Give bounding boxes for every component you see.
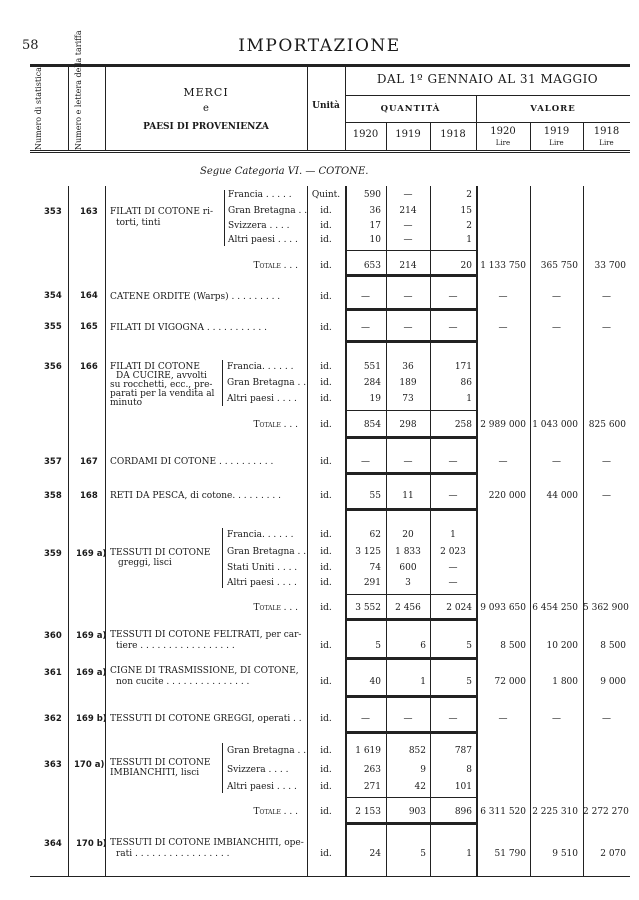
country: Gran Bretagna . .: [227, 547, 307, 557]
total-q: 2 024: [446, 603, 472, 613]
tariff-168: 168: [80, 491, 98, 501]
q-cell: 19: [369, 394, 381, 404]
q-cell: 3 125: [355, 547, 381, 557]
unit: id.: [320, 849, 332, 859]
unit: id.: [320, 420, 332, 430]
table-top-rule: [30, 64, 630, 67]
unit: id.: [320, 563, 332, 573]
tariff-164: 164: [80, 291, 98, 301]
tariff-169a-2: 169 a): [76, 631, 107, 641]
header-stat-number: Numero di statistica: [34, 67, 43, 150]
unit: id.: [320, 603, 332, 613]
header-lire-3: Lire: [599, 139, 614, 147]
section-rule: [345, 822, 476, 825]
unit: id.: [320, 530, 332, 540]
v-cell: —: [498, 292, 508, 302]
country: Gran Bretagna . .: [227, 746, 307, 756]
total-label: Totale . . .: [253, 807, 298, 817]
unit: id.: [320, 782, 332, 792]
total-q: 3 552: [355, 603, 381, 613]
q-cell: 73: [402, 394, 414, 404]
header-v-1919: 1919: [543, 126, 570, 137]
total-v: 825 600: [588, 420, 626, 430]
header-q-1920: 1920: [352, 129, 379, 140]
country: Gran Bretagna . .: [228, 206, 308, 216]
header-q-1918: 1918: [440, 129, 466, 140]
q-cell: —: [448, 491, 458, 501]
desc-353-1: FILATI DI COTONE ri-: [110, 207, 214, 217]
header-merci: MERCI: [183, 86, 229, 99]
subtotal-rule: [345, 250, 476, 251]
brace-359: [222, 528, 223, 588]
tariff-167: 167: [80, 457, 98, 467]
header-e: e: [203, 103, 209, 114]
q-cell: —: [403, 457, 413, 467]
unit: id.: [320, 206, 332, 216]
v-cell: —: [498, 323, 508, 333]
stat-356: 356: [44, 362, 62, 372]
q-cell: 9: [420, 765, 426, 775]
brace-353: [224, 190, 225, 246]
q-cell: —: [361, 457, 370, 467]
subtotal-rule: [345, 594, 476, 595]
v-cell: 1 800: [552, 677, 578, 687]
desc-354: CATENE ORDITE (Warps) . . . . . . . . .: [110, 292, 281, 302]
stat-353: 353: [44, 207, 62, 217]
unit: id.: [320, 378, 332, 388]
desc-359-2: greggi, lisci: [118, 558, 172, 568]
stat-359: 359: [44, 549, 62, 559]
tariff-169a: 169 a): [76, 549, 107, 559]
section-rule: [345, 618, 476, 621]
tariff-170b: 170 b): [76, 839, 107, 849]
total-v: 1 133 750: [480, 261, 526, 271]
country: Francia. . . . . .: [227, 362, 294, 372]
total-label: Totale . . .: [253, 261, 298, 271]
total-label: Totale . . .: [253, 603, 298, 613]
v-cell: 51 790: [494, 849, 526, 859]
header-lire-1: Lire: [495, 139, 511, 147]
desc-361-1: CIGNE DI TRASMISSIONE, DI COTONE,: [110, 666, 299, 676]
total-v: 2 225 310: [532, 807, 578, 817]
v-cell: —: [552, 457, 561, 467]
desc-356-5: minuto: [110, 398, 143, 408]
body-col-rule-7: [476, 186, 478, 876]
total-q: 896: [454, 807, 472, 817]
q-cell: 852: [408, 746, 426, 756]
q-cell: 5: [420, 849, 426, 859]
body-col-rule-8: [530, 186, 531, 876]
total-v: 2 989 000: [480, 420, 526, 430]
unit: id.: [320, 323, 332, 333]
header-v-1918: 1918: [593, 126, 620, 137]
q-cell: —: [403, 190, 413, 200]
brace-363: [222, 743, 223, 793]
country: Svizzera . . . .: [228, 221, 290, 231]
q-cell: —: [361, 323, 370, 333]
q-cell: 40: [369, 677, 381, 687]
total-q: 854: [363, 420, 381, 430]
v-cell: 8 500: [500, 641, 526, 651]
q-cell: 8: [466, 765, 472, 775]
q-cell: 2: [466, 221, 472, 231]
q-cell: 101: [454, 782, 472, 792]
country: Altri paesi . . . .: [227, 782, 297, 792]
stat-360: 360: [44, 631, 62, 641]
q-cell: 74: [369, 563, 381, 573]
segue-category: Segue Categoria VI. — COTONE.: [200, 166, 369, 177]
total-v: 9 093 650: [480, 603, 526, 613]
v-cell: 8 500: [600, 641, 626, 651]
v-cell: —: [602, 714, 611, 724]
header-period: DAL 1º GENNAIO AL 31 MAGGIO: [376, 72, 599, 86]
country: Altri paesi . . . .: [228, 235, 298, 245]
total-q: 214: [399, 261, 417, 271]
q-cell: 5: [466, 677, 472, 687]
subtotal-rule: [345, 797, 476, 798]
col-rule-1: [68, 66, 69, 150]
total-q: 653: [363, 261, 381, 271]
unit: id.: [320, 394, 332, 404]
total-v: 6 311 520: [480, 807, 526, 817]
v-cell: —: [552, 323, 561, 333]
v-cell: —: [552, 292, 561, 302]
unit: id.: [320, 457, 332, 467]
unit: id.: [320, 807, 332, 817]
v-cell: 220 000: [488, 491, 526, 501]
v-cell: 44 000: [546, 491, 578, 501]
section-rule: [345, 436, 476, 439]
table-bottom-rule: [30, 876, 630, 877]
q-cell: 36: [402, 362, 414, 372]
unit: id.: [320, 221, 332, 231]
desc-361-2: non cucite . . . . . . . . . . . . . . .: [116, 677, 250, 687]
stat-364: 364: [44, 839, 62, 849]
q-cell: —: [403, 323, 413, 333]
q-cell: —: [403, 714, 413, 724]
stat-357: 357: [44, 457, 62, 467]
q-cell: —: [403, 235, 413, 245]
q-cell: —: [403, 292, 413, 302]
q-cell: —: [448, 457, 458, 467]
unit: id.: [320, 641, 332, 651]
header-v-1920: 1920: [490, 126, 516, 137]
page-title: IMPORTAZIONE: [238, 36, 401, 56]
section-rule: [345, 308, 476, 311]
q-cell: 1: [466, 394, 472, 404]
total-q: 258: [454, 420, 472, 430]
tariff-169a-3: 169 a): [76, 668, 107, 678]
tariff-166: 166: [80, 362, 98, 372]
q-cell: 24: [369, 849, 381, 859]
q-cell: 5: [466, 641, 472, 651]
country: Francia. . . . . .: [227, 530, 294, 540]
q-cell: 291: [363, 578, 381, 588]
body-col-rule-9: [583, 186, 584, 876]
section-rule: [345, 340, 476, 343]
header-lire-2: Lire: [549, 139, 564, 147]
header-tariff-number: Numero e lettera della tariffa: [74, 30, 83, 150]
q-cell: 15: [460, 206, 472, 216]
country: Altri paesi . . . .: [227, 394, 297, 404]
v-cell: 9 000: [600, 677, 626, 687]
q-cell: 3: [405, 578, 411, 588]
q-cell: 42: [414, 782, 426, 792]
q-cell: 600: [399, 563, 417, 573]
total-v: 2 272 270: [583, 807, 629, 817]
body-col-rule-1: [68, 186, 69, 876]
total-v: 365 750: [540, 261, 578, 271]
section-rule: [345, 472, 476, 475]
q-cell: 189: [399, 378, 417, 388]
header-valore: VALORE: [530, 104, 576, 114]
brace-356: [222, 360, 223, 406]
stat-362: 362: [44, 714, 62, 724]
desc-363-1: TESSUTI DI COTONE: [110, 758, 211, 768]
q-cell: 62: [369, 530, 381, 540]
desc-356-2: DA CUCIRE, avvolti: [116, 371, 207, 381]
v-cell: 10 200: [546, 641, 578, 651]
unit: id.: [320, 765, 332, 775]
tariff-165: 165: [80, 322, 98, 332]
q-cell: —: [448, 578, 458, 588]
header-bottom-rule: [30, 150, 630, 151]
q-cell: 263: [363, 765, 381, 775]
desc-356-1: FILATI DI COTONE: [110, 362, 200, 372]
period-rule: [345, 95, 630, 96]
q-cell: 17: [369, 221, 381, 231]
desc-364-1: TESSUTI DI COTONE IMBIANCHITI, ope-: [110, 838, 304, 848]
stat-363: 363: [44, 760, 62, 770]
total-v: 33 700: [594, 261, 626, 271]
q-cell: 551: [363, 362, 381, 372]
q-cell: —: [448, 714, 458, 724]
stat-361: 361: [44, 668, 62, 678]
q-cell: 1 619: [355, 746, 381, 756]
desc-364-2: rati . . . . . . . . . . . . . . . . .: [116, 849, 230, 859]
unit: Quint.: [311, 190, 341, 200]
tariff-163: 163: [80, 207, 98, 217]
v-cell: 9 510: [552, 849, 578, 859]
desc-362: TESSUTI DI COTONE GREGGI, operati . .: [110, 714, 302, 724]
stat-354: 354: [44, 291, 62, 301]
country: Francia . . . . .: [228, 190, 292, 200]
q-cell: 787: [454, 746, 472, 756]
desc-358: RETI DA PESCA, di cotone. . . . . . . . .: [110, 491, 281, 501]
section-rule: [345, 695, 476, 698]
header-paesi: PAESI DI PROVENIENZA: [143, 122, 269, 132]
desc-356-4: parati per la vendita al: [110, 389, 215, 399]
body-col-rule-2: [105, 186, 106, 876]
section-rule: [345, 508, 476, 511]
q-cell: 1: [466, 849, 472, 859]
unit: id.: [320, 746, 332, 756]
q-cell: 171: [454, 362, 472, 372]
q-cell: 11: [402, 491, 414, 501]
section-rule: [345, 274, 476, 277]
desc-357: CORDAMI DI COTONE . . . . . . . . . .: [110, 457, 274, 467]
desc-355: FILATI DI VIGOGNA . . . . . . . . . . .: [110, 323, 267, 333]
total-v: 6 454 250: [532, 603, 578, 613]
desc-360-2: tiere . . . . . . . . . . . . . . . . .: [116, 641, 235, 651]
q-cell: 5: [375, 641, 381, 651]
v-cell: —: [602, 323, 611, 333]
header-bottom-rule-2: [30, 152, 630, 153]
v-cell: —: [552, 714, 561, 724]
v-cell: —: [498, 714, 508, 724]
q-cell: 1 833: [395, 547, 421, 557]
section-rule: [345, 657, 476, 660]
unit: id.: [320, 714, 332, 724]
total-v: 5 362 900: [583, 603, 629, 613]
v-cell: 2 070: [600, 849, 626, 859]
total-q: 2 456: [395, 603, 421, 613]
v-cell: —: [602, 457, 611, 467]
subheader-rule: [345, 122, 630, 123]
v-cell: 72 000: [494, 677, 526, 687]
q-cell: 214: [399, 206, 417, 216]
unit: id.: [320, 261, 332, 271]
q-cell: —: [361, 292, 370, 302]
tariff-169b: 169 b): [76, 714, 107, 724]
unit: id.: [320, 677, 332, 687]
header-unita: Unità: [312, 101, 340, 111]
desc-353-2: torti, tinti: [116, 218, 161, 228]
q-cell: —: [448, 292, 458, 302]
unit: id.: [320, 578, 332, 588]
unit: id.: [320, 292, 332, 302]
total-q: 903: [408, 807, 426, 817]
total-v: 1 043 000: [532, 420, 578, 430]
q-cell: —: [361, 714, 370, 724]
country: Svizzera . . . .: [227, 765, 289, 775]
unit: id.: [320, 491, 332, 501]
country: Gran Bretagna . .: [227, 378, 307, 388]
q-cell: 86: [460, 378, 472, 388]
q-cell: 6: [420, 641, 426, 651]
total-q: 20: [460, 261, 472, 271]
total-label: Totale . . .: [253, 420, 298, 430]
q-cell: 36: [369, 206, 381, 216]
page-number: 58: [22, 38, 39, 53]
desc-360-1: TESSUTI DI COTONE FELTRATI, per car-: [110, 630, 302, 640]
q-cell: 10: [369, 235, 381, 245]
section-rule: [345, 731, 476, 734]
q-cell: 1: [466, 235, 472, 245]
q-cell: 20: [402, 530, 414, 540]
desc-356-3: su rocchetti, ecc., pre-: [110, 380, 213, 390]
unit: id.: [320, 547, 332, 557]
q-cell: —: [448, 563, 458, 573]
v-cell: —: [602, 292, 611, 302]
q-cell: 2 023: [440, 547, 466, 557]
unit: id.: [320, 362, 332, 372]
header-q-1919: 1919: [395, 129, 421, 140]
q-cell: —: [403, 221, 413, 231]
stat-355: 355: [44, 322, 62, 332]
header-quantita: QUANTITÀ: [380, 104, 441, 114]
tariff-170a: 170 a): [74, 760, 105, 770]
q-cell: 2: [466, 190, 472, 200]
stat-358: 358: [44, 491, 62, 501]
q-cell: 55: [369, 491, 381, 501]
v-cell: —: [602, 491, 611, 501]
q-cell: 590: [363, 190, 381, 200]
total-q: 2 153: [355, 807, 381, 817]
desc-363-2: IMBIANCHITI, lisci: [110, 768, 200, 778]
q-cell: —: [448, 323, 458, 333]
subtotal-rule: [345, 410, 476, 411]
unit: id.: [320, 235, 332, 245]
q-cell: 284: [363, 378, 381, 388]
q-cell: 1: [420, 677, 426, 687]
q-cell: 1: [450, 530, 456, 540]
desc-359-1: TESSUTI DI COTONE: [110, 548, 211, 558]
q-cell: 271: [363, 782, 381, 792]
country: Altri paesi . . . .: [227, 578, 297, 588]
total-q: 298: [399, 420, 417, 430]
v-cell: —: [498, 457, 508, 467]
country: Stati Uniti . . . .: [227, 563, 298, 573]
